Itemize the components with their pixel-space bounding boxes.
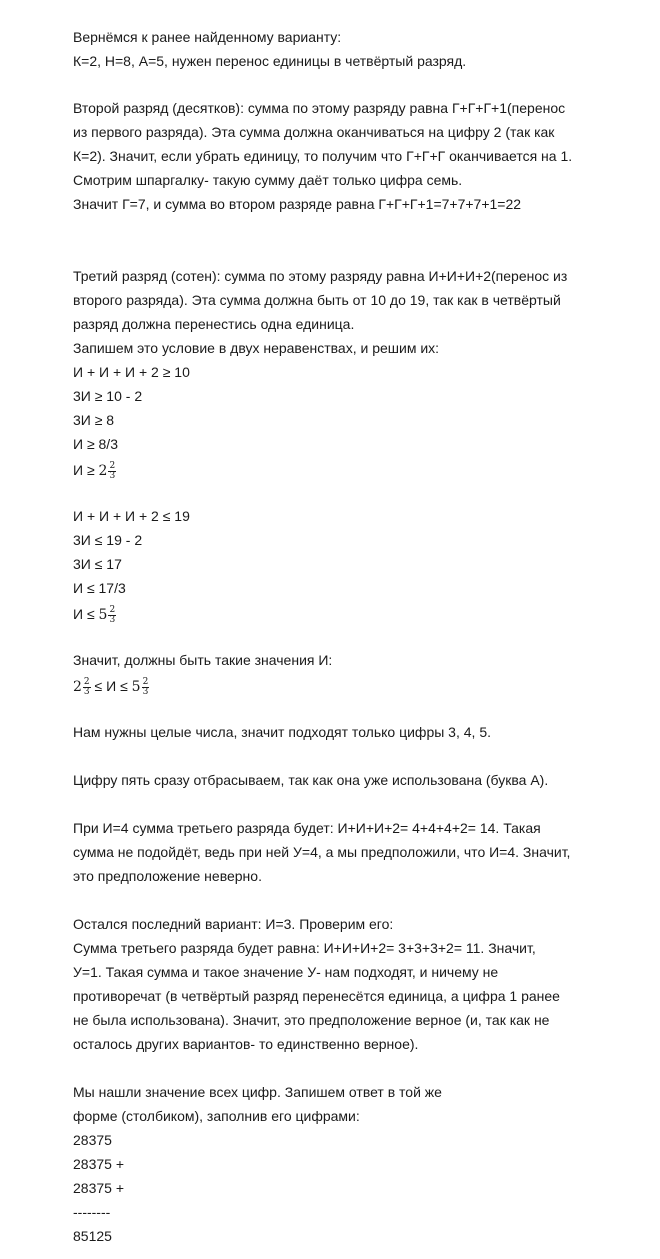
fraction-numerator: 2	[142, 676, 149, 687]
text-line: Значит, должны быть такие значения И:	[73, 652, 333, 668]
math-line: И ≤ 17/3	[73, 580, 126, 596]
mixed-integer: 5	[131, 679, 141, 695]
text-line: Нам нужны целые числа, значит подходят только цифры 3, 4, 5.	[73, 724, 491, 740]
text-line: осталось других вариантов- то единственно верное).	[73, 1036, 419, 1052]
fraction-denominator: 3	[109, 470, 116, 481]
fraction-denominator: 3	[109, 614, 116, 625]
text-line: У=1. Такая сумма и такое значение У- нам подходят, и ничему не	[73, 964, 499, 980]
fraction-numerator: 2	[109, 604, 116, 615]
text-line: Запишем это условие в двух неравенствах, и решим их:	[73, 340, 440, 356]
text-line: Второй разряд (десятков): сумма по этому разряду равна Г+Г+Г+1(перенос	[73, 100, 566, 116]
fraction-denominator: 3	[142, 686, 149, 697]
text-line: Вернёмся к ранее найденному варианту:	[73, 29, 342, 45]
text-line: Третий разряд (сотен): сумма по этому разряду равна И+И+И+2(перенос из	[73, 268, 568, 284]
text-line: Цифру пять сразу отбрасываем, так как она уже использована (буква А).	[73, 772, 549, 788]
math-text: И ≤	[73, 606, 99, 622]
math-line: 3И ≤ 17	[73, 556, 122, 572]
text-line: Сумма третьего разряда будет равна: И+И+И+2= 3+3+3+2= 11. Значит,	[73, 940, 536, 956]
math-text: И ≥	[73, 462, 99, 478]
answer-result: 85125	[73, 1228, 112, 1244]
text-line: разряд должна перенестись одна единица.	[73, 316, 355, 332]
text-line: Остался последний вариант: И=3. Проверим его:	[73, 916, 394, 932]
answer-line: 28375 +	[73, 1180, 124, 1196]
text-line: К=2). Значит, если убрать единицу, то получим что Г+Г+Г оканчивается на 1.	[73, 148, 573, 164]
fraction-denominator: 3	[83, 686, 90, 697]
text-line: это предположение неверно.	[73, 868, 262, 884]
answer-divider: --------	[73, 1204, 111, 1220]
math-line: 3И ≥ 8	[73, 412, 115, 428]
mixed-integer: 5	[98, 607, 108, 623]
text-line: форме (столбиком), заполнив его цифрами:	[73, 1108, 360, 1124]
fraction	[83, 678, 91, 697]
text-line: противоречат (в четвёртый разряд перенесётся единица, а цифра 1 ранее	[73, 988, 560, 1004]
text-line: не была использована). Значит, это предположение верное (и, так как не	[73, 1012, 550, 1028]
text-line: из первого разряда). Эта сумма должна оканчиваться на цифру 2 (так как	[73, 124, 555, 140]
math-text: ≤ И ≤	[90, 678, 132, 694]
mixed-integer: 2	[98, 463, 108, 479]
math-line: 3И ≥ 10 - 2	[73, 388, 143, 404]
text-line: К=2, Н=8, А=5, нужен перенос единицы в четвёртый разряд.	[73, 53, 467, 69]
math-line-range	[73, 674, 149, 698]
text-line: Значит Г=7, и сумма во втором разряде равна Г+Г+Г+1=7+7+7+1=22	[73, 196, 522, 212]
mixed-integer: 2	[73, 679, 82, 695]
fraction-numerator: 2	[83, 676, 90, 687]
answer-line: 28375	[73, 1132, 112, 1148]
text-line: Смотрим шпаргалку- такую сумму даёт только цифра семь.	[73, 172, 463, 188]
fraction-numerator: 2	[109, 460, 116, 471]
math-line: И + И + И + 2 ≤ 19	[73, 508, 190, 524]
math-line: И ≥ 8/3	[73, 436, 118, 452]
text-line: При И=4 сумма третьего разряда будет: И+И+И+2= 4+4+4+2= 14. Такая	[73, 820, 541, 836]
math-line-mixed-fraction	[73, 458, 116, 482]
fraction	[142, 678, 150, 697]
math-line: И + И + И + 2 ≥ 10	[73, 364, 190, 380]
math-line-mixed-fraction	[73, 602, 116, 626]
fraction	[108, 606, 116, 625]
text-line: сумма не подойдёт, ведь при ней У=4, а мы предположили, что И=4. Значит,	[73, 844, 571, 860]
answer-line: 28375 +	[73, 1156, 124, 1172]
fraction	[108, 462, 116, 481]
math-line: 3И ≤ 19 - 2	[73, 532, 143, 548]
text-line: второго разряда). Эта сумма должна быть от 10 до 19, так как в четвёртый	[73, 292, 561, 308]
text-line: Мы нашли значение всех цифр. Запишем ответ в той же	[73, 1084, 442, 1100]
